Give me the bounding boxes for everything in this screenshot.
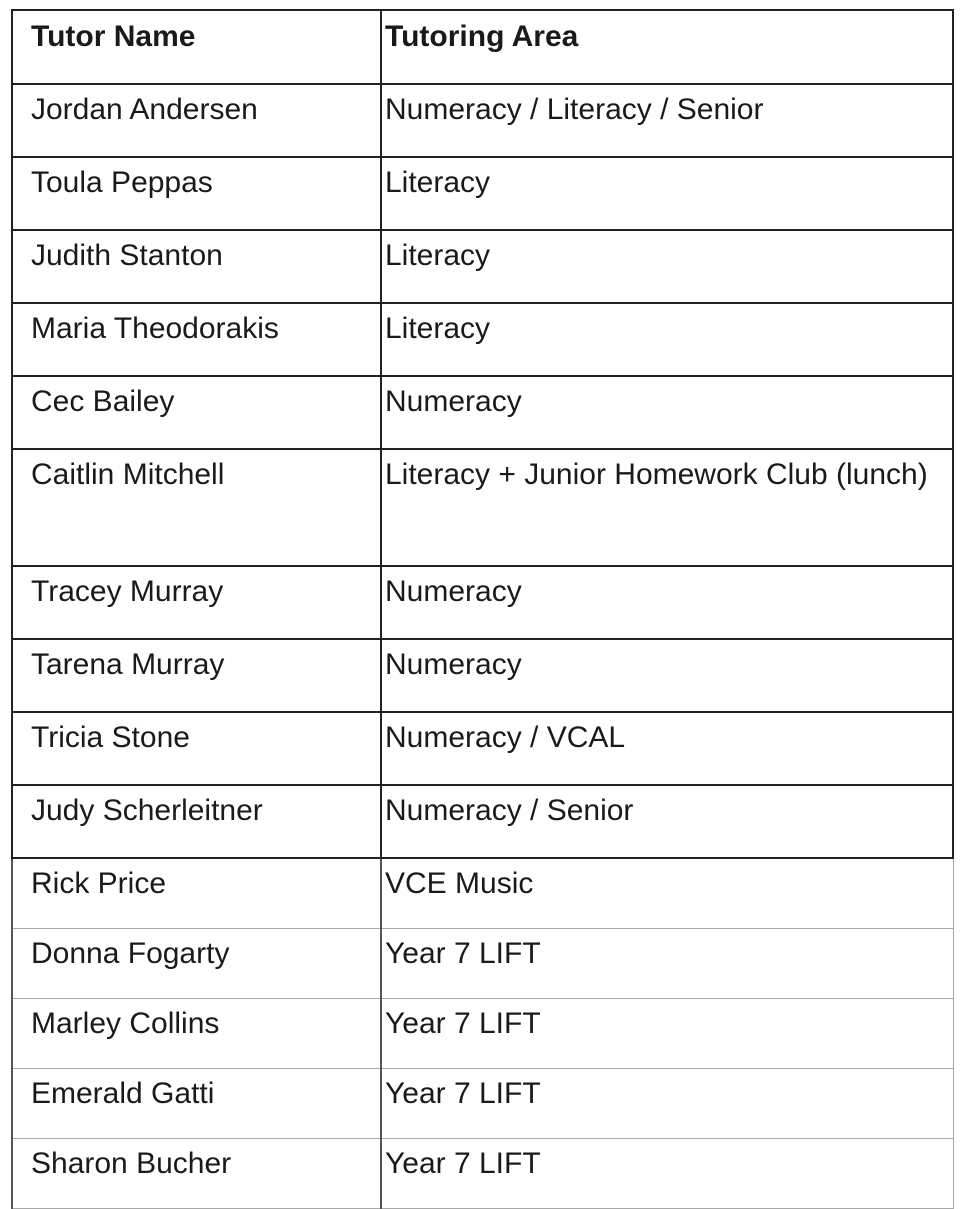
tutor-name-cell: Judith Stanton <box>12 230 381 303</box>
tutoring-area-cell: Literacy <box>381 230 953 303</box>
table-row <box>12 858 953 929</box>
tutor-name-cell: Caitlin Mitchell <box>12 449 381 566</box>
tutoring-area-cell: Year 7 LIFT <box>381 999 953 1069</box>
tutor-name-cell: Rick Price <box>12 858 381 929</box>
table-row <box>12 712 953 785</box>
header-tutoring-area: Tutoring Area <box>381 10 953 84</box>
table-row <box>12 785 953 858</box>
tutoring-area-cell: Numeracy / Senior <box>381 785 953 858</box>
tutoring-area-cell: Literacy <box>381 157 953 230</box>
table-row <box>12 157 953 230</box>
tutoring-area-cell: Year 7 LIFT <box>381 929 953 999</box>
tutor-name-cell: Tarena Murray <box>12 639 381 712</box>
table-row <box>12 230 953 303</box>
tutor-name-cell: Tracey Murray <box>12 566 381 639</box>
tutor-name-cell: Tricia Stone <box>12 712 381 785</box>
tutor-name-cell: Sharon Bucher <box>12 1139 381 1209</box>
tutor-name-cell: Cec Bailey <box>12 376 381 449</box>
table-row <box>12 639 953 712</box>
table-row <box>12 929 953 999</box>
tutor-name-cell: Judy Scherleitner <box>12 785 381 858</box>
tutoring-area-cell: Numeracy / Literacy / Senior <box>381 84 953 157</box>
table-row <box>12 566 953 639</box>
tutor-name-cell: Emerald Gatti <box>12 1069 381 1139</box>
tutor-name-cell: Marley Collins <box>12 999 381 1069</box>
tutoring-area-cell: Literacy <box>381 303 953 376</box>
header-tutor-name: Tutor Name <box>12 10 381 84</box>
tutor-table <box>11 9 954 1209</box>
tutoring-area-cell: Numeracy <box>381 376 953 449</box>
table-row <box>12 1139 953 1209</box>
table-row <box>12 303 953 376</box>
tutor-name-cell: Toula Peppas <box>12 157 381 230</box>
table-row <box>12 449 953 566</box>
tutoring-area-cell: Year 7 LIFT <box>381 1069 953 1139</box>
table-row <box>12 1069 953 1139</box>
table-header-row <box>12 10 953 84</box>
tutoring-area-cell: VCE Music <box>381 858 953 929</box>
tutoring-area-cell: Numeracy <box>381 566 953 639</box>
table-row <box>12 376 953 449</box>
tutor-name-cell: Jordan Andersen <box>12 84 381 157</box>
tutor-name-cell: Donna Fogarty <box>12 929 381 999</box>
table-row <box>12 84 953 157</box>
tutoring-area-cell: Numeracy / VCAL <box>381 712 953 785</box>
tutor-name-cell: Maria Theodorakis <box>12 303 381 376</box>
tutoring-area-cell: Literacy + Junior Homework Club (lunch) <box>381 449 953 566</box>
tutoring-area-cell: Year 7 LIFT <box>381 1139 953 1209</box>
table-row <box>12 999 953 1069</box>
tutoring-area-cell: Numeracy <box>381 639 953 712</box>
